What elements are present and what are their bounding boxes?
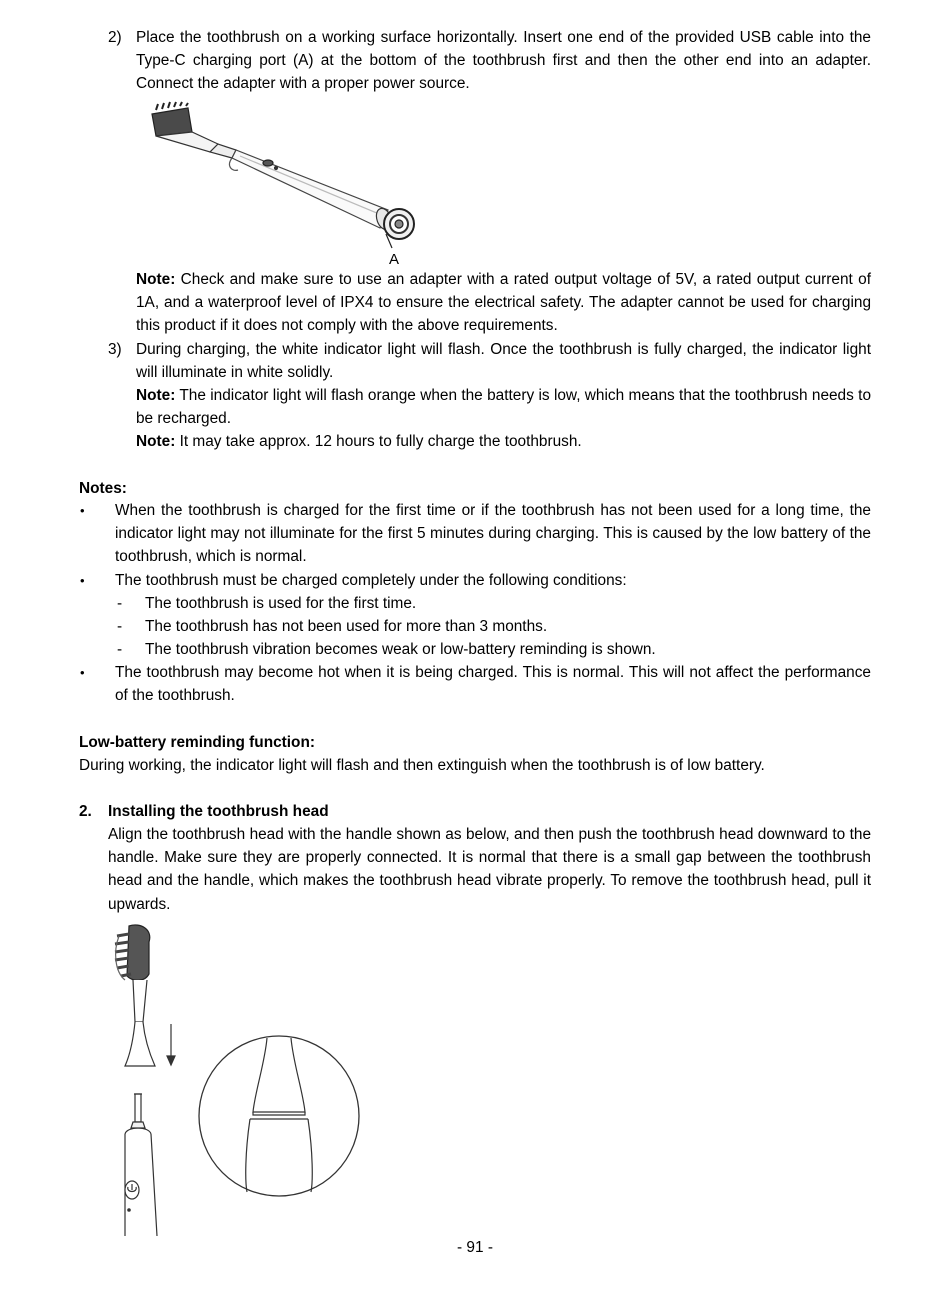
brush-head-installation-figure [105, 922, 370, 1238]
section-2-text: Align the toothbrush head with the handle shown as below, and then push the toothbrush head downward to the handle. Make sure they are properly connected. It is normal that there is a small gap between the toothbrush head and the handle, which makes the toothbrush head vibrate properly. To remove the toothbrush head, pull it upwards. [108, 826, 871, 913]
dash-marker: - [117, 595, 123, 612]
low-battery-text: During working, the indicator light will flash and then extinguish when the toothbrush is of low battery. [79, 757, 765, 774]
bullet-icon: • [80, 503, 85, 518]
charging-port-label: A [389, 251, 400, 268]
note-subitem-3: The toothbrush vibration becomes weak or low-battery reminding is shown. [145, 641, 656, 658]
low-battery-heading: Low-battery reminding function: [79, 734, 315, 751]
dash-marker: - [117, 618, 123, 635]
note-text: Check and make sure to use an adapter with a rated output voltage of 5V, a rated output current of 1A, and a waterproof level of IPX4 to ensure the electrical safety. The adapter cannot be used for charging this product if it does not comply with the above requirements. [136, 271, 871, 335]
step-2-text: Place the toothbrush on a working surface horizontally. Insert one end of the provided USB cable into the Type-C charging port (A) at the bottom of the toothbrush first and then the other end into an adapter. Connect the adapter with a proper power source. [136, 29, 871, 93]
note-item-2: The toothbrush must be charged completely under the following conditions: [115, 572, 627, 589]
step-3-note-1 [136, 384, 871, 430]
bullet-icon: • [80, 665, 85, 680]
section-2-number: 2. [79, 803, 92, 820]
note-label: Note: [136, 387, 176, 404]
bullet-icon: • [80, 573, 85, 588]
step-3-note-2 [136, 430, 871, 453]
step-3-text: During charging, the white indicator light will flash. Once the toothbrush is fully charged, the indicator light will illuminate in white solidly. [136, 341, 871, 382]
step-3-number: 3) [108, 341, 122, 358]
note-item-1: When the toothbrush is charged for the first time or if the toothbrush has not been used for a long time, the indicator light may not illuminate for the first 5 minutes during charging. This is caused by the low battery of the toothbrush, which is normal. [115, 502, 871, 566]
note-label: Note: [136, 433, 176, 450]
dash-marker: - [117, 641, 123, 658]
notes-heading: Notes: [79, 480, 127, 497]
step-2-note [136, 268, 871, 338]
toothbrush-charging-figure [148, 106, 423, 271]
step-2-number: 2) [108, 29, 122, 46]
section-2-heading: Installing the toothbrush head [108, 803, 329, 820]
page-number: - 91 - [457, 1239, 493, 1256]
note-text: It may take approx. 12 hours to fully charge the toothbrush. [175, 433, 582, 450]
note-item-3: The toothbrush may become hot when it is being charged. This is normal. This will not affect the performance of the toothbrush. [115, 664, 871, 705]
note-text: The indicator light will flash orange when the battery is low, which means that the toothbrush needs to be recharged. [136, 387, 871, 428]
note-subitem-1: The toothbrush is used for the first time. [145, 595, 417, 612]
note-label: Note: [136, 271, 176, 288]
note-subitem-2: The toothbrush has not been used for more than 3 months. [145, 618, 548, 635]
